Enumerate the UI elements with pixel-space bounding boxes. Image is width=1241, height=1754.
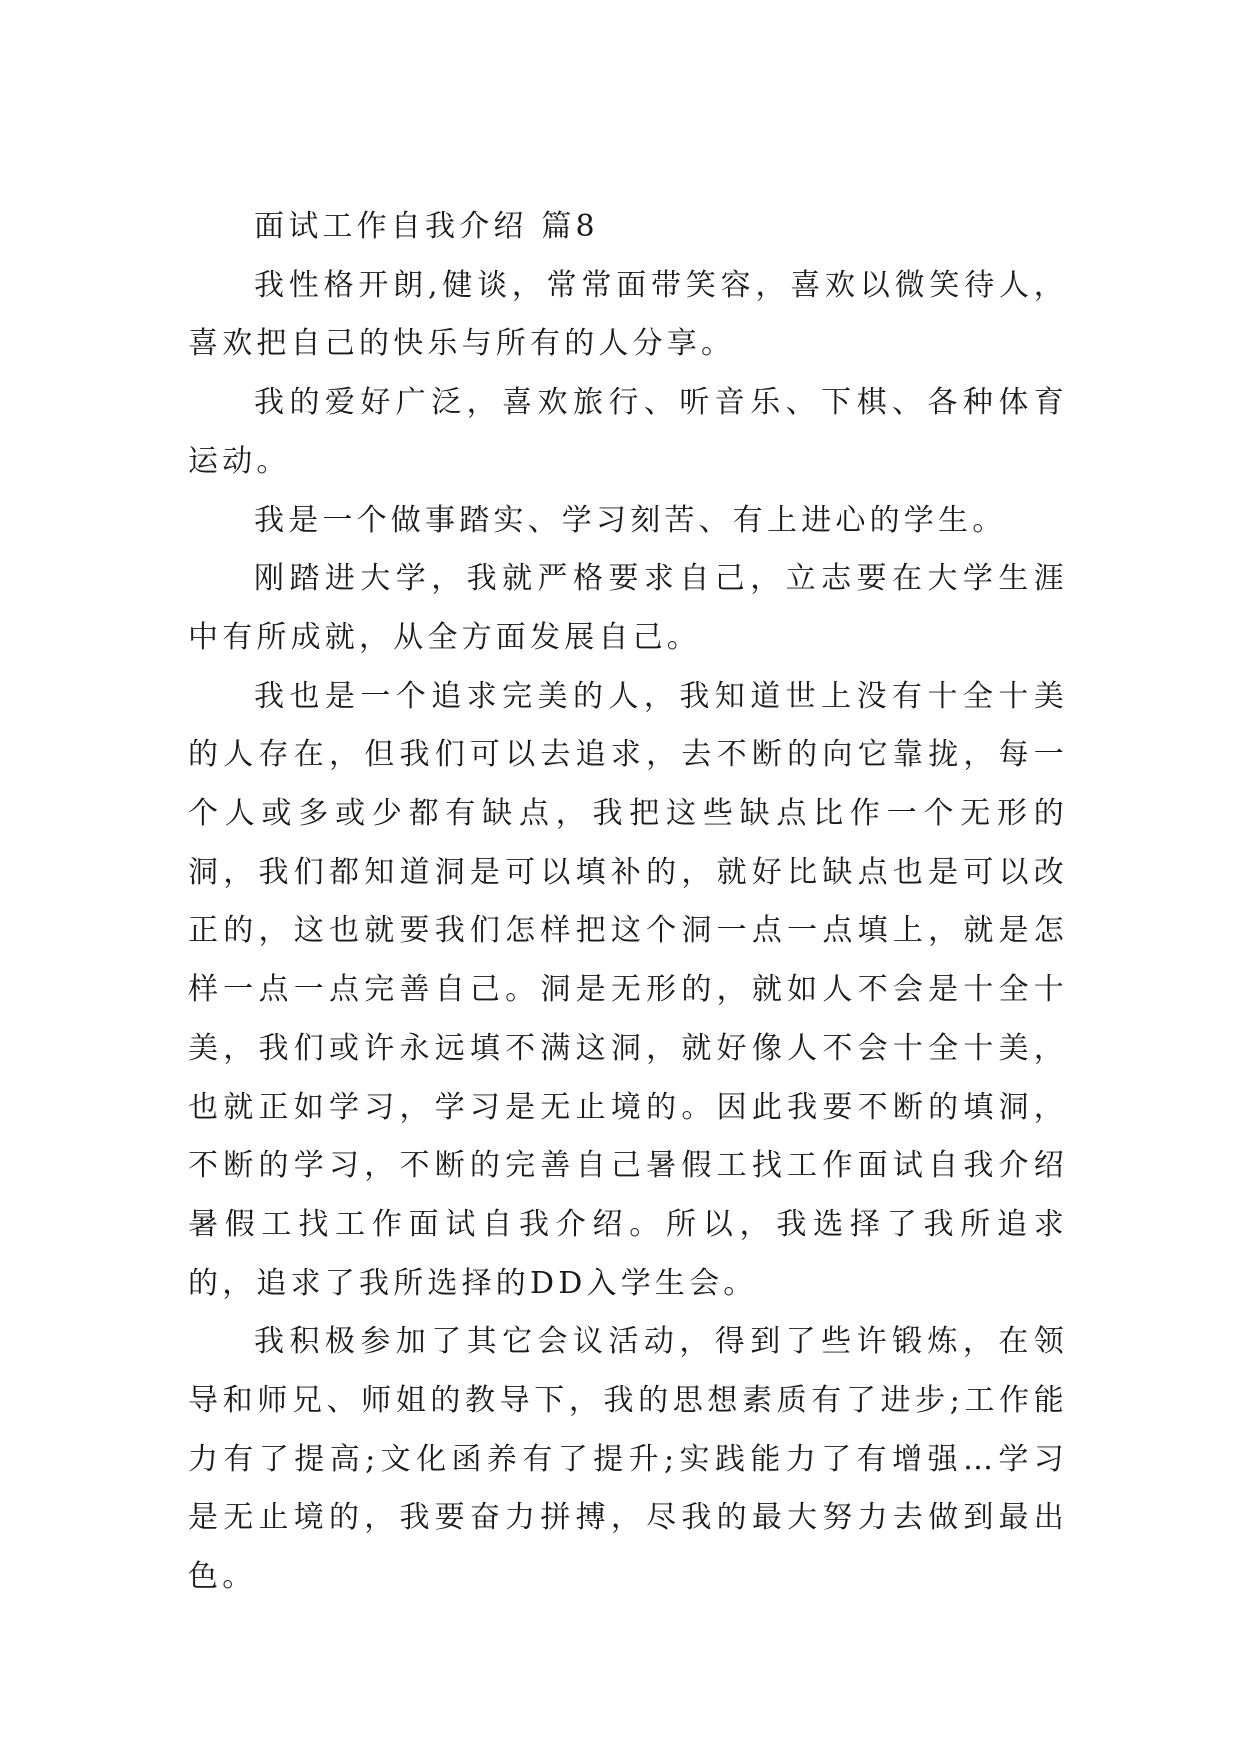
paragraph-pursuit-of-perfection: 我也是一个追求完美的人，我知道世上没有十全十美的人存在，但我们可以去追求，去不断的向它靠拢，每一个人或多或少都有缺点，我把这些缺点比作一个无形的洞，我们都知道洞是可以填补的，就好比缺点也是可以改正的，这也就要我们怎样把这个洞一点一点填上，就是怎样一点一点完善自己。洞是无形的，就如人不会是十全十美，我们或许永远填不满这洞，就好像人不会十全十美，也就正如学习，学习是无止境的。因此我要不断的填洞，不断的学习，不断的完善自己暑假工找工作面试自我介绍暑假工找工作面试自我介绍。所以，我选择了我所追求的，追求了我所选择的DD入学生会。 [188,678,1068,1301]
paragraph-university-goals: 刚踏进大学，我就严格要求自己，立志要在大学生涯中有所成就，从全方面发展自己。 [188,561,1068,655]
paragraph-attitude: 我是一个做事踏实、学习刻苦、有上进心的学生。 [254,502,1007,538]
document-title: 面试工作自我介绍 篇8 [254,209,599,244]
document-body [188,198,1068,1607]
paragraph-personality: 我性格开朗,健谈，常常面带笑容，喜欢以微笑待人，喜欢把自己的快乐与所有的人分享。 [188,267,1068,362]
paragraph-hobbies: 我的爱好广泛，喜欢旅行、听音乐、下棋、各种体育运动。 [188,385,1068,479]
paragraph-activities: 我积极参加了其它会议活动，得到了些许锻炼，在领导和师兄、师姐的教导下，我的思想素质有了进步;工作能力有了提高;文化函养有了提升;实践能力了有增强…学习是无止境的，我要奋力拼搏，尽我的最大努力去做到最出色。 [188,1324,1068,1595]
